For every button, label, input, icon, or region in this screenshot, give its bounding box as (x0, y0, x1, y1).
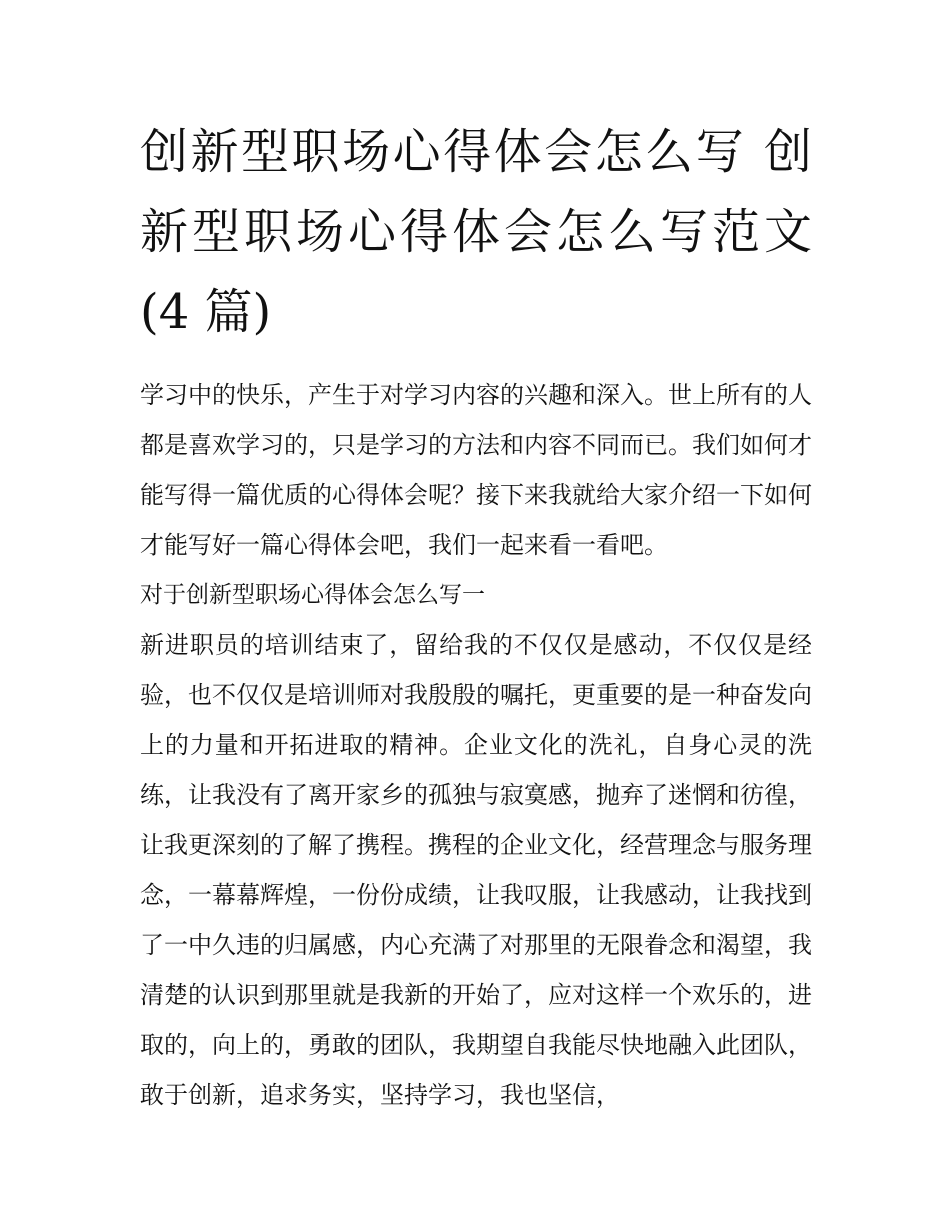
document-body (140, 370, 812, 1120)
section-paragraph: 新进职员的培训结束了，留给我的不仅仅是感动，不仅仅是经验，也不仅仅是培训师对我殷殷的嘱托，更重要的是一种奋发向上的力量和开拓进取的精神。企业文化的洗礼，自身心灵的洗练，让我没有了离开家乡的孤独与寂寞感，抛弃了迷惘和彷徨，让我更深刻的了解了携程。携程的企业文化，经营理念与服务理念，一幕幕辉煌，一份份成绩，让我叹服，让我感动，让我找到了一中久违的归属感，内心充满了对那里的无限眷念和渴望，我清楚的认识到那里就是我新的开始了，应对这样一个欢乐的，进取的，向上的，勇敢的团队，我期望自我能尽快地融入此团队，敢于创新，追求务实，坚持学习，我也坚信， (140, 631, 812, 1109)
document-title: 创新型职场心得体会怎么写 创新型职场心得体会怎么写范文(4 篇) (140, 124, 812, 340)
intro-paragraph: 学习中的快乐，产生于对学习内容的兴趣和深入。世上所有的人都是喜欢学习的，只是学习的方法和内容不同而已。我们如何才能写得一篇优质的心得体会呢？接下来我就给大家介绍一下如何才能写好一篇心得体会吧，我们一起来看一看吧。 (140, 381, 812, 559)
document-page (140, 112, 812, 1120)
section-heading: 对于创新型职场心得体会怎么写一 (140, 582, 485, 608)
